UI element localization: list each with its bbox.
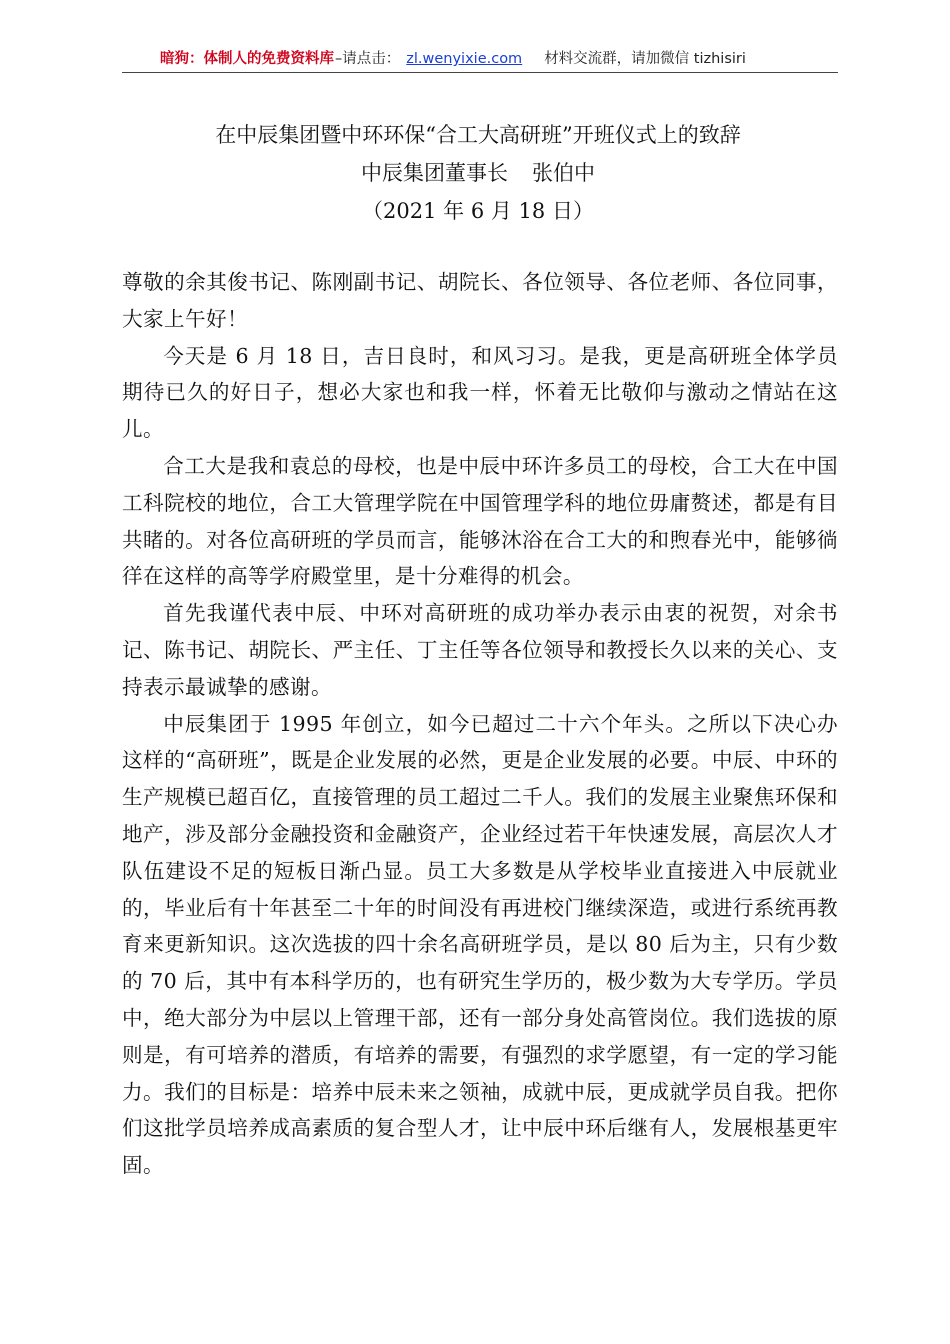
salutation-paragraph: 尊敬的余其俊书记、陈刚副书记、胡院长、各位领导、各位老师、各位同事，大家上午好！: [122, 270, 838, 331]
body-paragraph: 合工大是我和袁总的母校，也是中辰中环许多员工的母校，合工大在中国工科院校的地位，合工大管理学院在中国管理学科的地位毋庸赘述，都是有目共睹的。对各位高研班的学员而言，能够沐浴在合工大的和煦春光中，能够徜徉在这样的高等学府殿堂里，是十分难得的机会。: [122, 453, 838, 589]
page-header: [122, 46, 838, 72]
header-link[interactable]: zl.wenyixie.com: [406, 51, 523, 67]
author-name: 张伯中: [532, 161, 595, 185]
body-paragraph: 首先我谨代表中辰、中环对高研班的成功举办表示由衷的祝贺，对余书记、陈书记、胡院长、严主任、丁主任等各位领导和教授长久以来的关心、支持表示最诚挚的感谢。: [122, 601, 838, 699]
document-title: 在中辰集团暨中环环保“合工大高研班”开班仪式上的致辞: [215, 123, 741, 147]
title-block: [118, 116, 838, 230]
header-group-info: 材料交流群，请加微信 tizhisiri: [544, 51, 746, 67]
author-line: [118, 154, 838, 192]
document-body: [122, 264, 838, 1184]
document-date: （2021 年 6 月 18 日）: [362, 199, 594, 223]
body-paragraph: 中辰集团于 1995 年创立，如今已超过二十六个年头。之所以下决心办这样的“高研班”，既是企业发展的必然，更是企业发展的必要。中辰、中环的生产规模已超百亿，直接管理的员工超过二千人。我们的发展主业聚焦环保和地产，涉及部分金融投资和金融资产，企业经过若干年快速发展，高层次人才队伍建设不足的短板日渐凸显。员工大多数是从学校毕业直接进入中辰就业的，毕业后有十年甚至二十年的时间没有再进校门继续深造，或进行系统再教育来更新知识。这次选拔的四十余名高研班学员，是以 80 后为主，只有少数的 70 后，其中有本科学历的，也有研究生学历的，极少数为大专学历。学员中，绝大部分为中层以上管理干部，还有一部分身处高管岗位。我们选拔的原则是，有可培养的潜质，有培养的需要，有强烈的求学愿望，有一定的学习能力。我们的目标是：培养中辰未来之领袖，成就中辰，更成就学员自我。把你们这批学员培养成高素质的复合型人才，让中辰中环后继有人，发展根基更牢固。: [122, 711, 838, 1178]
header-brand: 暗狗：体制人的免费资料库: [160, 51, 334, 67]
author-org: 中辰集团董事长: [361, 161, 508, 185]
body-paragraph: 今天是 6 月 18 日，吉日良时，和风习习。是我，更是高研班全体学员期待已久的好日子，想必大家也和我一样，怀着无比敬仰与激动之情站在这儿。: [122, 343, 838, 442]
header-prompt: –请点击：: [335, 51, 401, 67]
header-divider: [122, 72, 838, 73]
